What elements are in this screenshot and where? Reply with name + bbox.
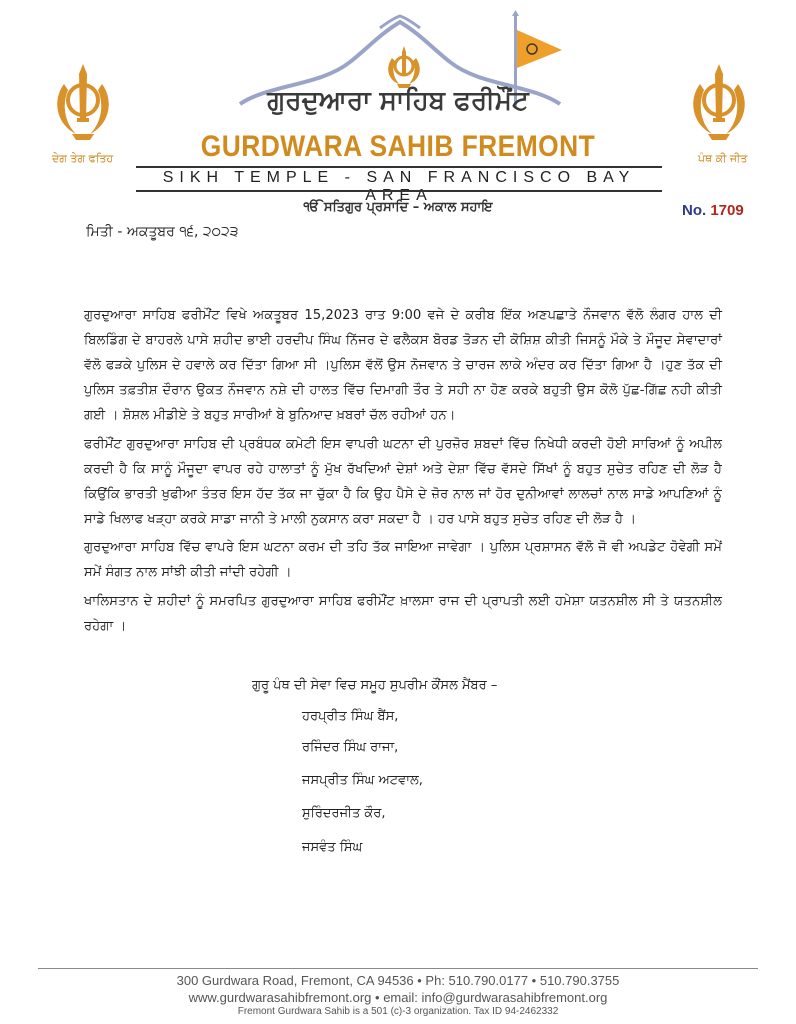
khanda-icon — [384, 44, 424, 90]
body-paragraph-1: ਗੁਰਦੁਆਰਾ ਸਾਹਿਬ ਫਰੀਮੌਂਟ ਵਿਖੇ ਅਕਤੂਬਰ 15,2023 ਰਾਤ 9:00 ਵਜੇ ਦੇ ਕਰੀਬ ਇੱਕ ਅਣਪਛਾਤੇ ਨੌਜਵਾਨ ਵੱਲੋ ਲੰਗਰ ਹਾਲ ਦੀ ਬਿਲਡਿੰਗ ਦੇ ਬਾਹਰਲੇ ਪਾਸੇ ਸ਼ਹੀਦ ਭਾਈ ਹਰਦੀਪ ਸਿੰਘ ਨਿੱਜਰ ਦੇ ਫਲੈਕਸ ਬੋਰਡ ਤੋੜਨ ਦੀ ਕੋਸ਼ਿਸ਼ ਕੀਤੀ ਜਿਸਨੂੰ ਮੌਕੇ ਤੇ ਮੌਜੂਦ ਸੇਵਾਦਾਰਾਂ ਵੱਲੋ ਫੜਕੇ ਪੁਲਿਸ ਦੇ ਹਵਾਲੇ ਕਰ ਦਿੱਤਾ ਗਿਆ ਸੀ ।ਪੁਲਿਸ ਵੱਲੋਂ ਉਸ ਨੋਜਵਾਨ ਤੇ ਚਾਰਜ ਲਾਕੇ ਅੰਦਰ ਕਰ ਦਿੱਤਾ ਗਿਆ ਹੈ ।ਹੁਣ ਤੱਕ ਦੀ ਪੁਲਿਸ ਤਫ਼ਤੀਸ਼ ਦੌਰਾਨ ਉਕਤ ਨੌਜਵਾਨ ਨਸ਼ੇ ਦੀ ਹਾਲਤ ਵਿੱਚ ਦਿਮਾਗੀ ਤੌਰ ਤੇ ਸਹੀ ਨਾ ਹੋਣ ਕਰਕੇ ਬਹੁਤੀ ਉਸ ਕੋਲੋ ਪੁੱਛ-ਗਿੱਛ ਨਹੀ ਕੀਤੀ ਗਈ । ਸ਼ੋਸ਼ਲ ਮੀਡੀਏ ਤੇ ਬਹੁਤ ਸਾਰੀਆਂ ਬੇ ਬੁਨਿਆਦ ਖ਼ਬਰਾਂ ਚੱਲ ਰਹੀਆਂ ਹਨ। — [84, 308, 722, 424]
signatory-name: ਜਸਪ੍ਰੀਤ ਸਿੰਘ ਅਟਵਾਲ, — [302, 773, 423, 788]
footer-divider — [38, 968, 758, 969]
body-paragraph-3: ਗੁਰਦੁਆਰਾ ਸਾਹਿਬ ਵਿੱਚ ਵਾਪਰੇ ਇਸ ਘਟਨਾ ਕਰਮ ਦੀ ਤਹਿ ਤੱਕ ਜਾਇਆ ਜਾਵੇਗਾ । ਪੁਲਿਸ ਪ੍ਰਸ਼ਾਸਨ ਵੱਲੋ ਜੋ ਵੀ ਅਪਡੇਟ ਹੋਵੇਗੀ ਸਮੇਂ ਸਮੇਂ ਸੰਗਤ ਨਾਲ ਸਾਂਝੀ ਕੀਤੀ ਜਾਂਦੀ ਰਹੇਗੀ । — [84, 540, 722, 581]
reference-number — [682, 202, 744, 219]
body-paragraph-4: ਖਾਲਿਸਤਾਨ ਦੇ ਸ਼ਹੀਦਾਂ ਨੂੰ ਸਮਰਪਿਤ ਗੁਰਦੁਆਰਾ ਸਾਹਿਬ ਫਰੀਮੌਂਟ ਖ਼ਾਲਸਾ ਰਾਜ ਦੀ ਪ੍ਰਾਪਤੀ ਲਈ ਹਮੇਸ਼ਾ ਯਤਨਸ਼ੀਲ ਸੀ ਤੇ ਯਤਨਸ਼ੀਲ ਰਹੇਗਾ । — [84, 594, 722, 635]
body-paragraph-2: ਫਰੀਮੌਂਟ ਗੁਰਦੁਆਰਾ ਸਾਹਿਬ ਦੀ ਪ੍ਰਬੰਧਕ ਕਮੇਟੀ ਇਸ ਵਾਪਰੀ ਘਟਨਾ ਦੀ ਪੁਰਜ਼ੋਰ ਸ਼ਬਦਾਂ ਵਿੱਚ ਨਿਖੇਧੀ ਕਰਦੀ ਹੋਈ ਸਾਰਿਆਂ ਨੂੰ ਅਪੀਲ ਕਰਦੀ ਹੈ ਕਿ ਸਾਨੂੰ ਮੌਜੂਦਾ ਵਾਪਰ ਰਹੇ ਹਾਲਾਤਾਂ ਨੂੰ ਮੁੱਖ ਰੱਖਦਿਆਂ ਦੇਸ਼ਾਂ ਅਤੇ ਦੇਸ਼ਾ ਵਿੱਚ ਵੱਸਦੇ ਸਿੱਖਾਂ ਨੂੰ ਬਹੁਤ ਸੁਚੇਤ ਰਹਿਣ ਦੀ ਲੋੜ ਹੈ ਕਿਉਂਕਿ ਭਾਰਤੀ ਖੁਫੀਆ ਤੰਤਰ ਇਸ ਹੱਦ ਤੱਕ ਜਾ ਚੁੱਕਾ ਹੈ ਕਿ ਉਹ ਪੈਸੇ ਦੇ ਜ਼ੋਰ ਨਾਲ ਜਾਂ ਹੋਰ ਦੁਨੀਆਵਾਂ ਲਾਲਚਾਂ ਨਾਲ ਸਾਡੇ ਆਪਣਿਆਂ ਨੂੰ ਸਾਡੇ ਖਿਲਾਫ ਖੜ੍ਹਾ ਕਰਕੇ ਸਾਡਾ ਜਾਨੀ ਤੇ ਮਾਲੀ ਨੁਕਸਾਨ ਕਰਾ ਸਕਦਾ ਹੈ । ਹਰ ਪਾਸੇ ਬਹੁਤ ਸੁਚੇਤ ਰਹਿਣ ਦੀ ਲੋੜ ਹੈ । — [84, 437, 722, 528]
letter-date: ਮਿਤੀ - ਅਕਤੂਬਰ ੧੬, ੨੦੨੩ — [86, 224, 239, 240]
invocation: ੴ ਸਤਿਗੁਰ ਪ੍ਰਸਾਦਿ – ਅਕਾਲ ਸਹਾਇ — [303, 200, 493, 215]
motto-left: ਦੇਗ ਤੇਗ ਫਤਿਹ — [52, 152, 114, 165]
org-name-punjabi: ਗੁਰਦੁਆਰਾ ਸਾਹਿਬ ਫਰੀਮੌਂਟ — [267, 86, 529, 116]
motto-right: ਪੰਥ ਕੀ ਜੀਤ — [698, 152, 748, 165]
footer-tax-info: Fremont Gurdwara Sahib is a 501 (c)-3 organization. Tax ID 94-2462332 — [237, 1006, 559, 1017]
signatory-name: ਸੁਰਿੰਦਰਜੀਤ ਕੌਰ, — [302, 806, 386, 821]
signatory-name: ਜਸਵੰਤ ਸਿੰਘ — [302, 840, 363, 855]
signatory-name: ਰਜਿੰਦਰ ਸਿੰਘ ਰਾਜਾ, — [302, 740, 399, 755]
divider — [136, 166, 662, 168]
divider — [136, 190, 662, 192]
reference-label: No. — [682, 202, 707, 219]
closing-line: ਗੁਰੂ ਪੰਥ ਦੀ ਸੇਵਾ ਵਿਚ ਸਮੂਹ ਸੁਪਰੀਮ ਕੌਂਸਲ ਮੈਂਬਰ – — [252, 678, 498, 693]
footer-web-email: www.gurdwarasahibfremont.org • email: info@gurdwarasahibfremont.org — [188, 990, 608, 1005]
reference-value: 1709 — [710, 202, 744, 219]
org-tagline: SIKH TEMPLE - SAN FRANCISCO BAY AREA — [162, 169, 636, 204]
org-name-english: GURDWARA SAHIB FREMONT — [200, 130, 596, 163]
signatory-name: ਹਰਪ੍ਰੀਤ ਸਿੰਘ ਬੈਂਸ, — [302, 709, 399, 724]
footer-address: 300 Gurdwara Road, Fremont, CA 94536 • Ph: 510.790.0177 • 510.790.3755 — [176, 973, 620, 988]
